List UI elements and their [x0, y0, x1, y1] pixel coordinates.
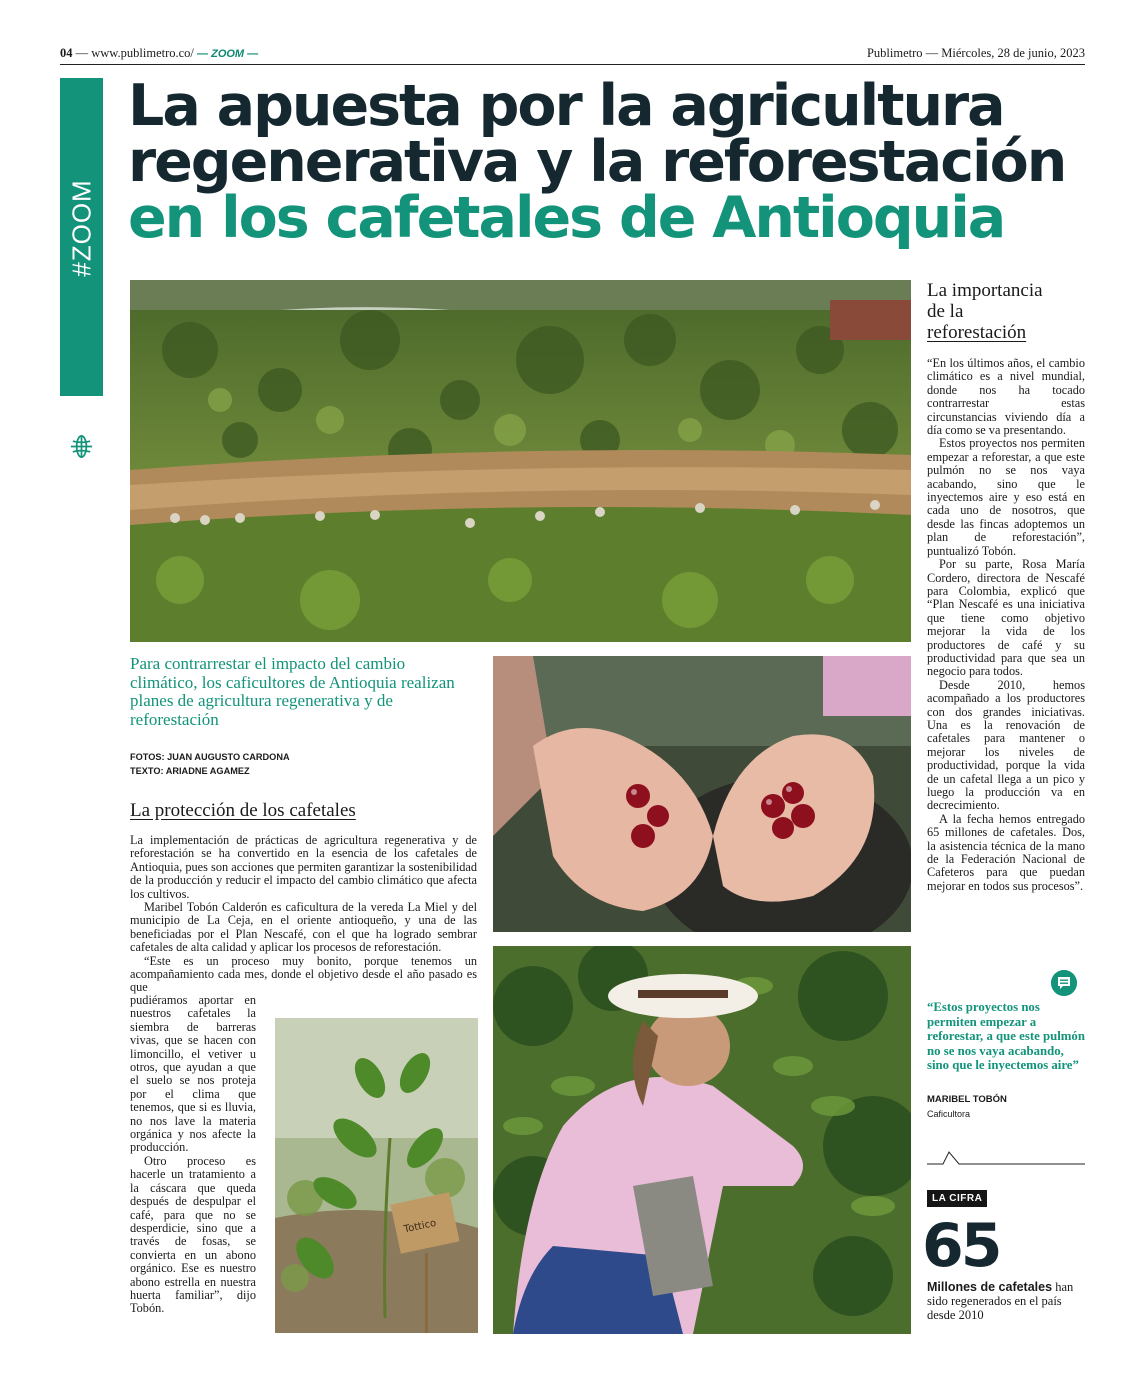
title-line: La importancia	[927, 280, 1043, 301]
zoom-side-tab	[60, 78, 103, 396]
pull-quote: “Estos proyectos nos permiten empezar a reforestar, a que este pulmón no se nos vaya acabando, sino que le inyectemos aire”	[927, 1000, 1085, 1072]
photo-credit: FOTOS: JUAN AUGUSTO CARDONA	[130, 752, 290, 762]
header-rule	[60, 64, 1085, 65]
paragraph: Estos proyectos nos permiten empezar a reforestar, a que este pulmón no se nos vaya acabando, sino que le inyectemos aire y eso está en cada uno de nosotros, que desde las fincas adoptemos un plan de reforestación”, puntualizó Tobón.	[927, 436, 1085, 558]
paragraph: Otro proceso es hacerle un tratamiento a la cáscara que queda después de despulpar el café, para que no se desperdicie, sino que a través de fosas, se convierta en un abono orgánico. Ese es nuestro abono estrella en nuestra huerta familiar”, dijo Tobón.	[130, 1153, 256, 1316]
cifra-caption-bold: Millones de cafetales	[927, 1280, 1053, 1294]
paragraph: A la fecha hemos entregado 65 millones de cafetales. Dos, la asistencia técnica de la mano de la Federación Nacional de Cafeteros para que puedan mejorar en todos sus procesos”.	[927, 811, 1085, 893]
cifra-caption-rest: han sido regenerados en el país desde 2010	[927, 1280, 1074, 1322]
section-title-proteccion: La protección de los cafetales	[130, 800, 356, 821]
title-line: reforestación	[927, 322, 1027, 343]
zoom-tab-label: #ZOOM	[66, 179, 96, 277]
page-number: 04	[60, 46, 73, 60]
page-header	[60, 46, 1085, 64]
credits	[130, 750, 290, 778]
paragraph: pudiéramos aportar en nuestros cafetales la siembra de barreras vivas, que se hacen con limoncillo, el vetiver u otros, que ayudan a que el suelo se nos proteja por el clima que tenemos, que si es lluvia, no nos lave la materia orgánica y nos afecte la producción.	[130, 993, 256, 1155]
headline	[128, 73, 1088, 251]
sign-text: Tottico	[402, 1217, 438, 1236]
article-body-narrow	[130, 994, 256, 1316]
text-credit: TEXTO: ARIADNE AGAMEZ	[130, 766, 250, 776]
headline-line-3: en los cafetales de Antioquia	[128, 185, 1005, 251]
la-cifra-label: LA CIFRA	[927, 1190, 987, 1207]
article-body-wide	[130, 834, 477, 995]
headline-line-1: La apuesta por la agricultura	[128, 73, 1004, 139]
quote-author-role: Caficultora	[927, 1109, 971, 1119]
tab-divider	[70, 418, 93, 419]
quote-author: MARIBEL TOBÓN	[927, 1094, 1007, 1105]
cifra-number: 65	[922, 1211, 1000, 1281]
header-left: 04 — www.publimetro.co/ — ZOOM —	[60, 46, 259, 60]
seedling-photo	[275, 1018, 478, 1333]
paragraph: Maribel Tobón Calderón es caficultura de la vereda La Miel y del municipio de La Ceja, en el oriente antioqueño, y una de las beneficiadas por el Plan Nescafé, con el que ha logrado sembrar cafetales de alta calidad y aplicar los procesos de reforestación.	[130, 900, 477, 955]
lead-paragraph: Para contrarrestar el impacto del cambio climático, los caficultores de Antioquia realizan planes de agricultura regenerativa y de reforestación	[130, 654, 455, 729]
site-url: www.publimetro.co/	[91, 46, 194, 60]
paragraph: Por su parte, Rosa María Cordero, directora de Nescafé para Colombia, explicó que “Plan Nescafé es una iniciativa que tiene como objetivo mejorar la vida de los productores de café y su productividad para que sea un negocio para todos.	[927, 557, 1085, 679]
section-name: ZOOM	[211, 48, 245, 60]
paragraph: Desde 2010, hemos acompañado a los productores con dos grandes iniciativas. Una es la renovación de cafetales para mantener o mejorar los niveles de productividad, porque la vida de un cafetal llega a un pico y luego la producción va en decrecimiento.	[927, 677, 1085, 813]
hillside-photo	[130, 280, 911, 642]
cifra-caption	[927, 1280, 1087, 1322]
title-line: de la	[927, 301, 964, 322]
speech-bubble-icon	[1051, 970, 1077, 996]
coffee-cherries-photo	[493, 656, 911, 932]
globe-icon	[68, 433, 95, 460]
headline-line-2: regenerativa y la reforestación	[128, 129, 1066, 195]
paragraph: La implementación de prácticas de agricultura regenerativa y de reforestación se ha convertido en la esencia de los cafetales de Antioquia, pues son acciones que permiten garantizar la sostenibilidad de la producción y reducir el impacto del cambio climático que afecta los cultivos.	[130, 833, 477, 901]
woman-picking-coffee-photo	[493, 946, 911, 1334]
quote-divider	[927, 1148, 1085, 1166]
article-body-right	[927, 357, 1085, 893]
paragraph: “En los últimos años, el cambio climático es a nivel mundial, donde nos ha tocado contrarrestar estas circunstancias viviendo día a día como se va presentando.	[927, 356, 1085, 438]
header-date: Publimetro — Miércoles, 28 de junio, 2023	[866, 46, 1085, 60]
section-title-reforestacion	[927, 280, 1087, 343]
paragraph: “Este es un proceso muy bonito, porque tenemos un acompañamiento cada mes, donde el objetivo desde el año pasado es que	[130, 953, 477, 995]
